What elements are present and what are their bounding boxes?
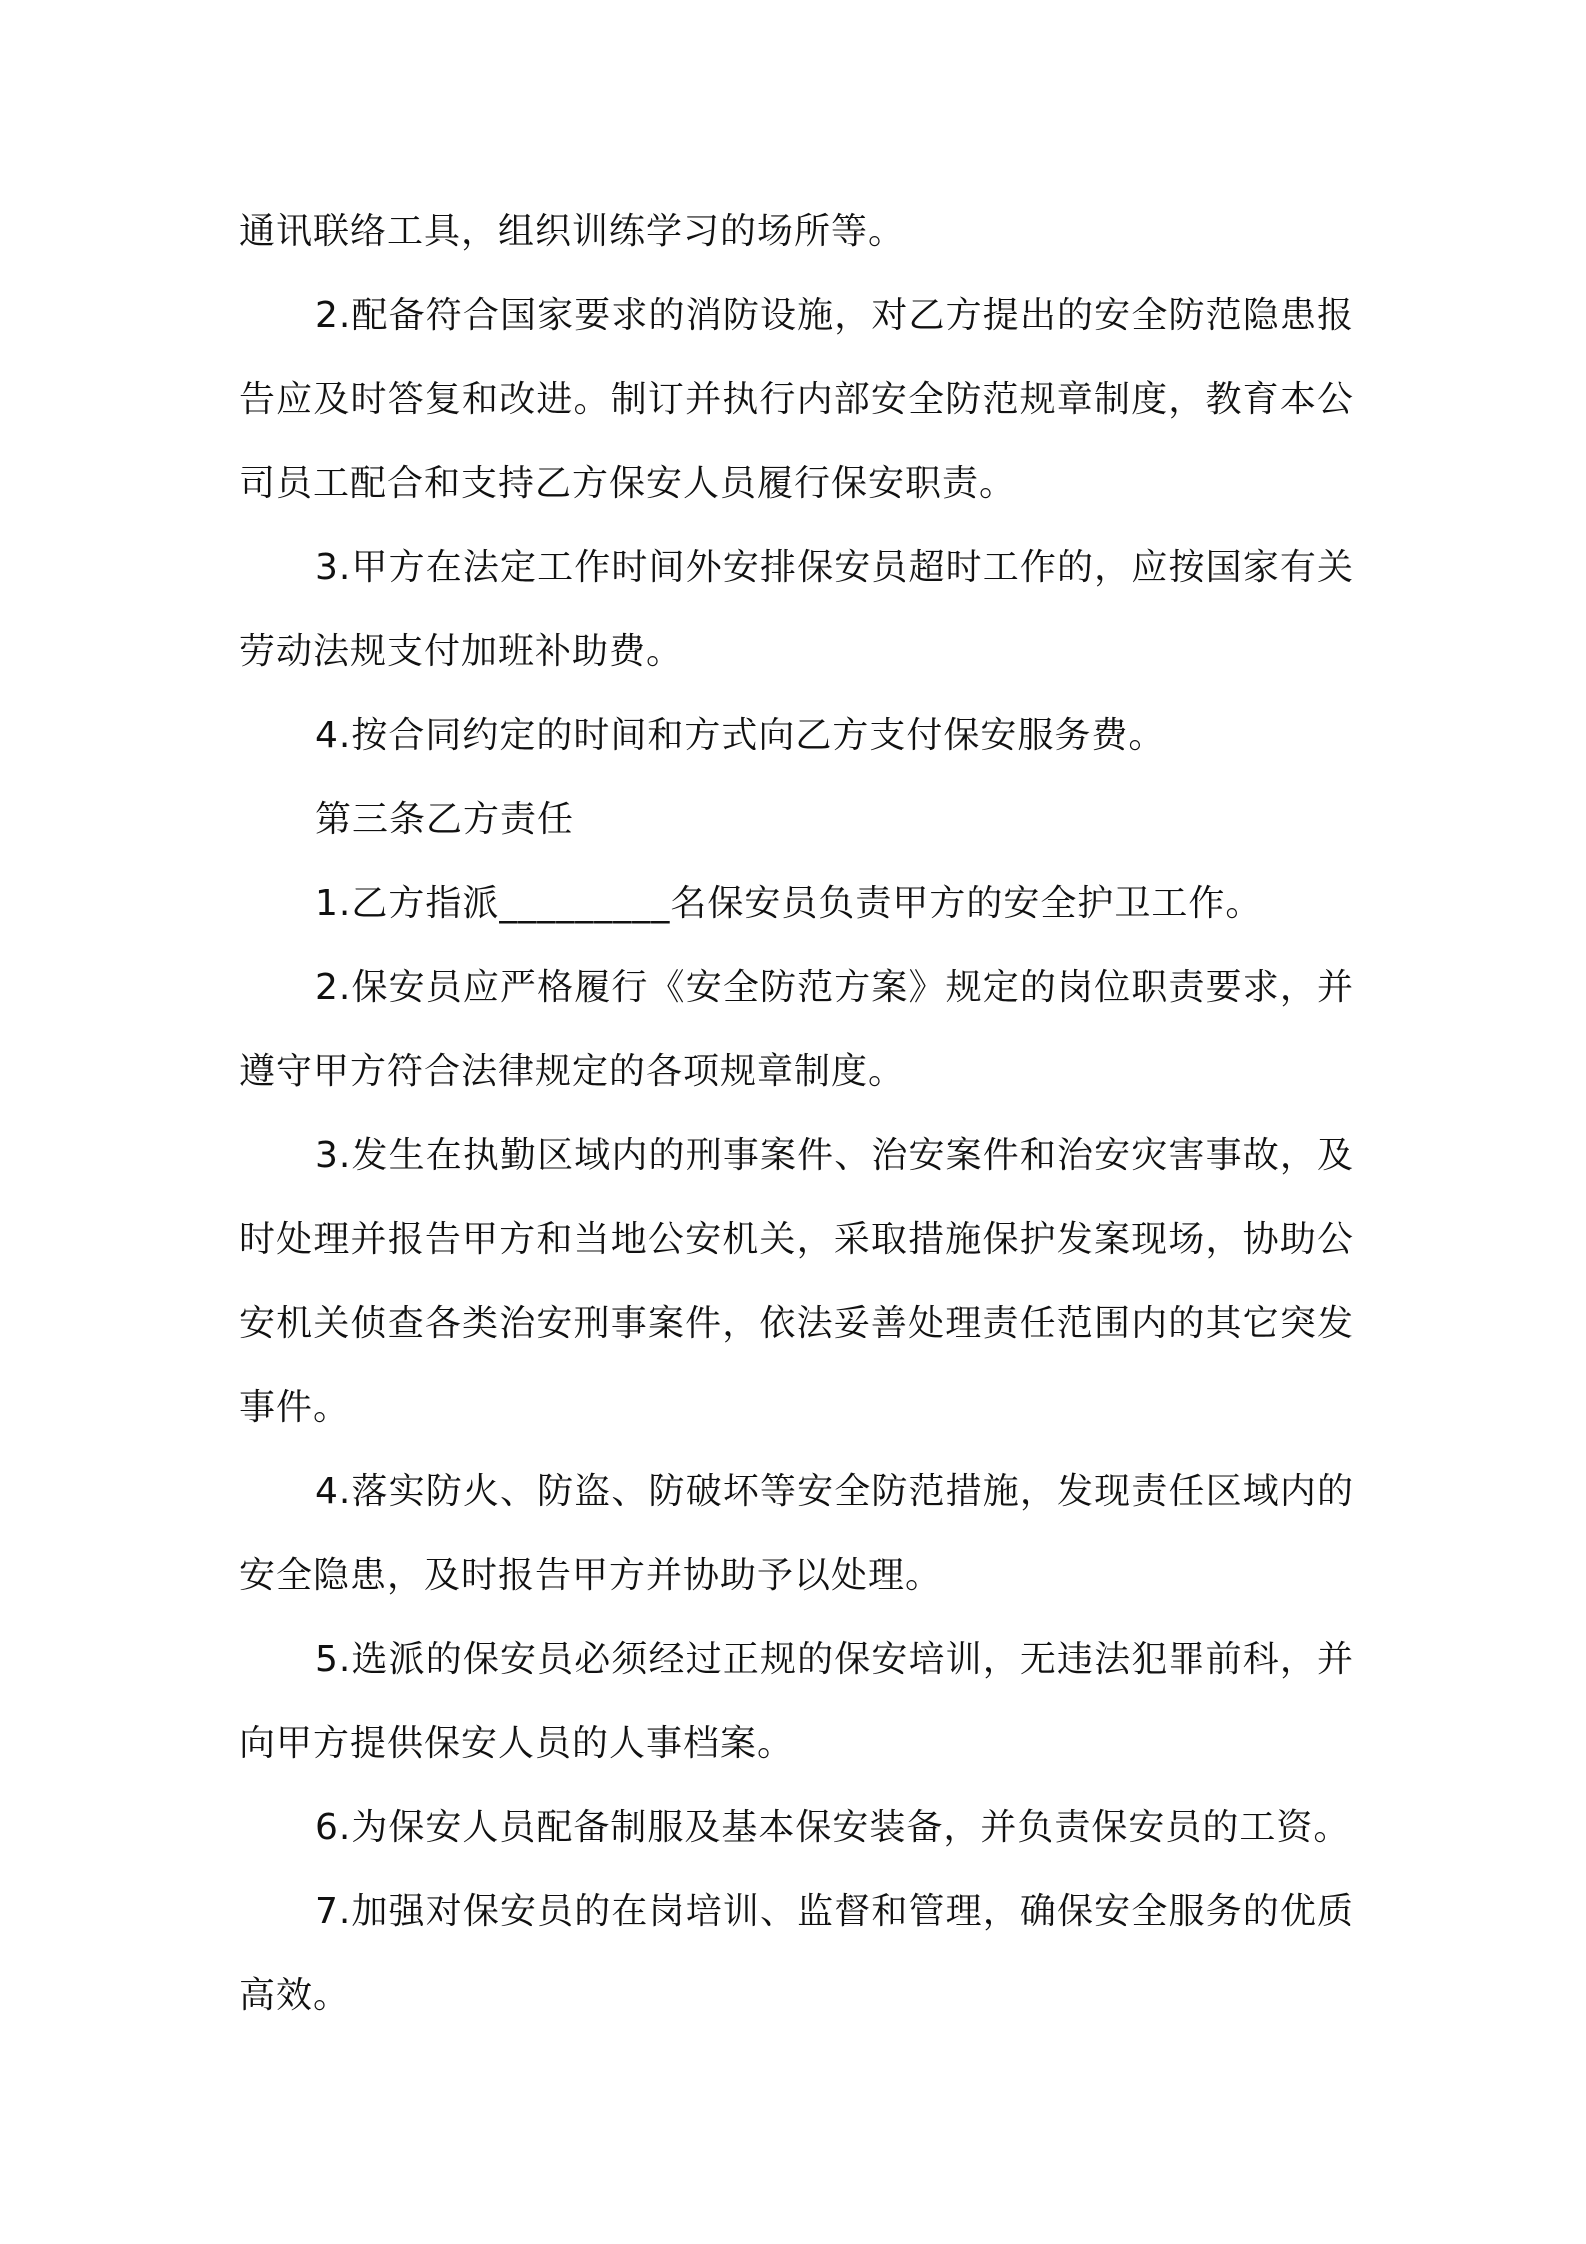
paragraph-item-1: 1.乙方指派_________名保安员负责甲方的安全护卫工作。 [315,883,1263,924]
paragraph-item-5: 5.选派的保安员必须经过正规的保安培训，无违法犯罪前科，并向甲方提供保安人员的人事档案。 [239,1639,1354,1764]
paragraph-item-3b: 3.发生在执勤区域内的刑事案件、治安案件和治安灾害事故，及时处理并报告甲方和当地公安机关，采取措施保护发案现场，协助公安机关侦查各类治安刑事案件，依法妥善处理责任范围内的其它突发事件。 [239,1135,1354,1428]
document-body [239,190,1354,2038]
section-heading: 第三条乙方责任 [315,799,575,840]
paragraph-continuation: 通讯联络工具，组织训练学习的场所等。 [239,211,906,252]
paragraph-item-2b: 2.保安员应严格履行《安全防范方案》规定的岗位职责要求，并遵守甲方符合法律规定的各项规章制度。 [239,967,1354,1092]
paragraph-item-6: 6.为保安人员配备制服及基本保安装备，并负责保安员的工资。 [315,1807,1351,1848]
paragraph-item-2: 2.配备符合国家要求的消防设施，对乙方提出的安全防范隐患报告应及时答复和改进。制订并执行内部安全防范规章制度，教育本公司员工配合和支持乙方保安人员履行保安职责。 [239,295,1354,504]
paragraph-item-7: 7.加强对保安员的在岗培训、监督和管理，确保安全服务的优质高效。 [239,1891,1354,2016]
paragraph-item-4b: 4.落实防火、防盗、防破坏等安全防范措施，发现责任区域内的安全隐患，及时报告甲方并协助予以处理。 [239,1471,1354,1596]
paragraph-item-3: 3.甲方在法定工作时间外安排保安员超时工作的，应按国家有关劳动法规支付加班补助费。 [239,547,1354,672]
paragraph-item-4: 4.按合同约定的时间和方式向乙方支付保安服务费。 [315,715,1166,756]
